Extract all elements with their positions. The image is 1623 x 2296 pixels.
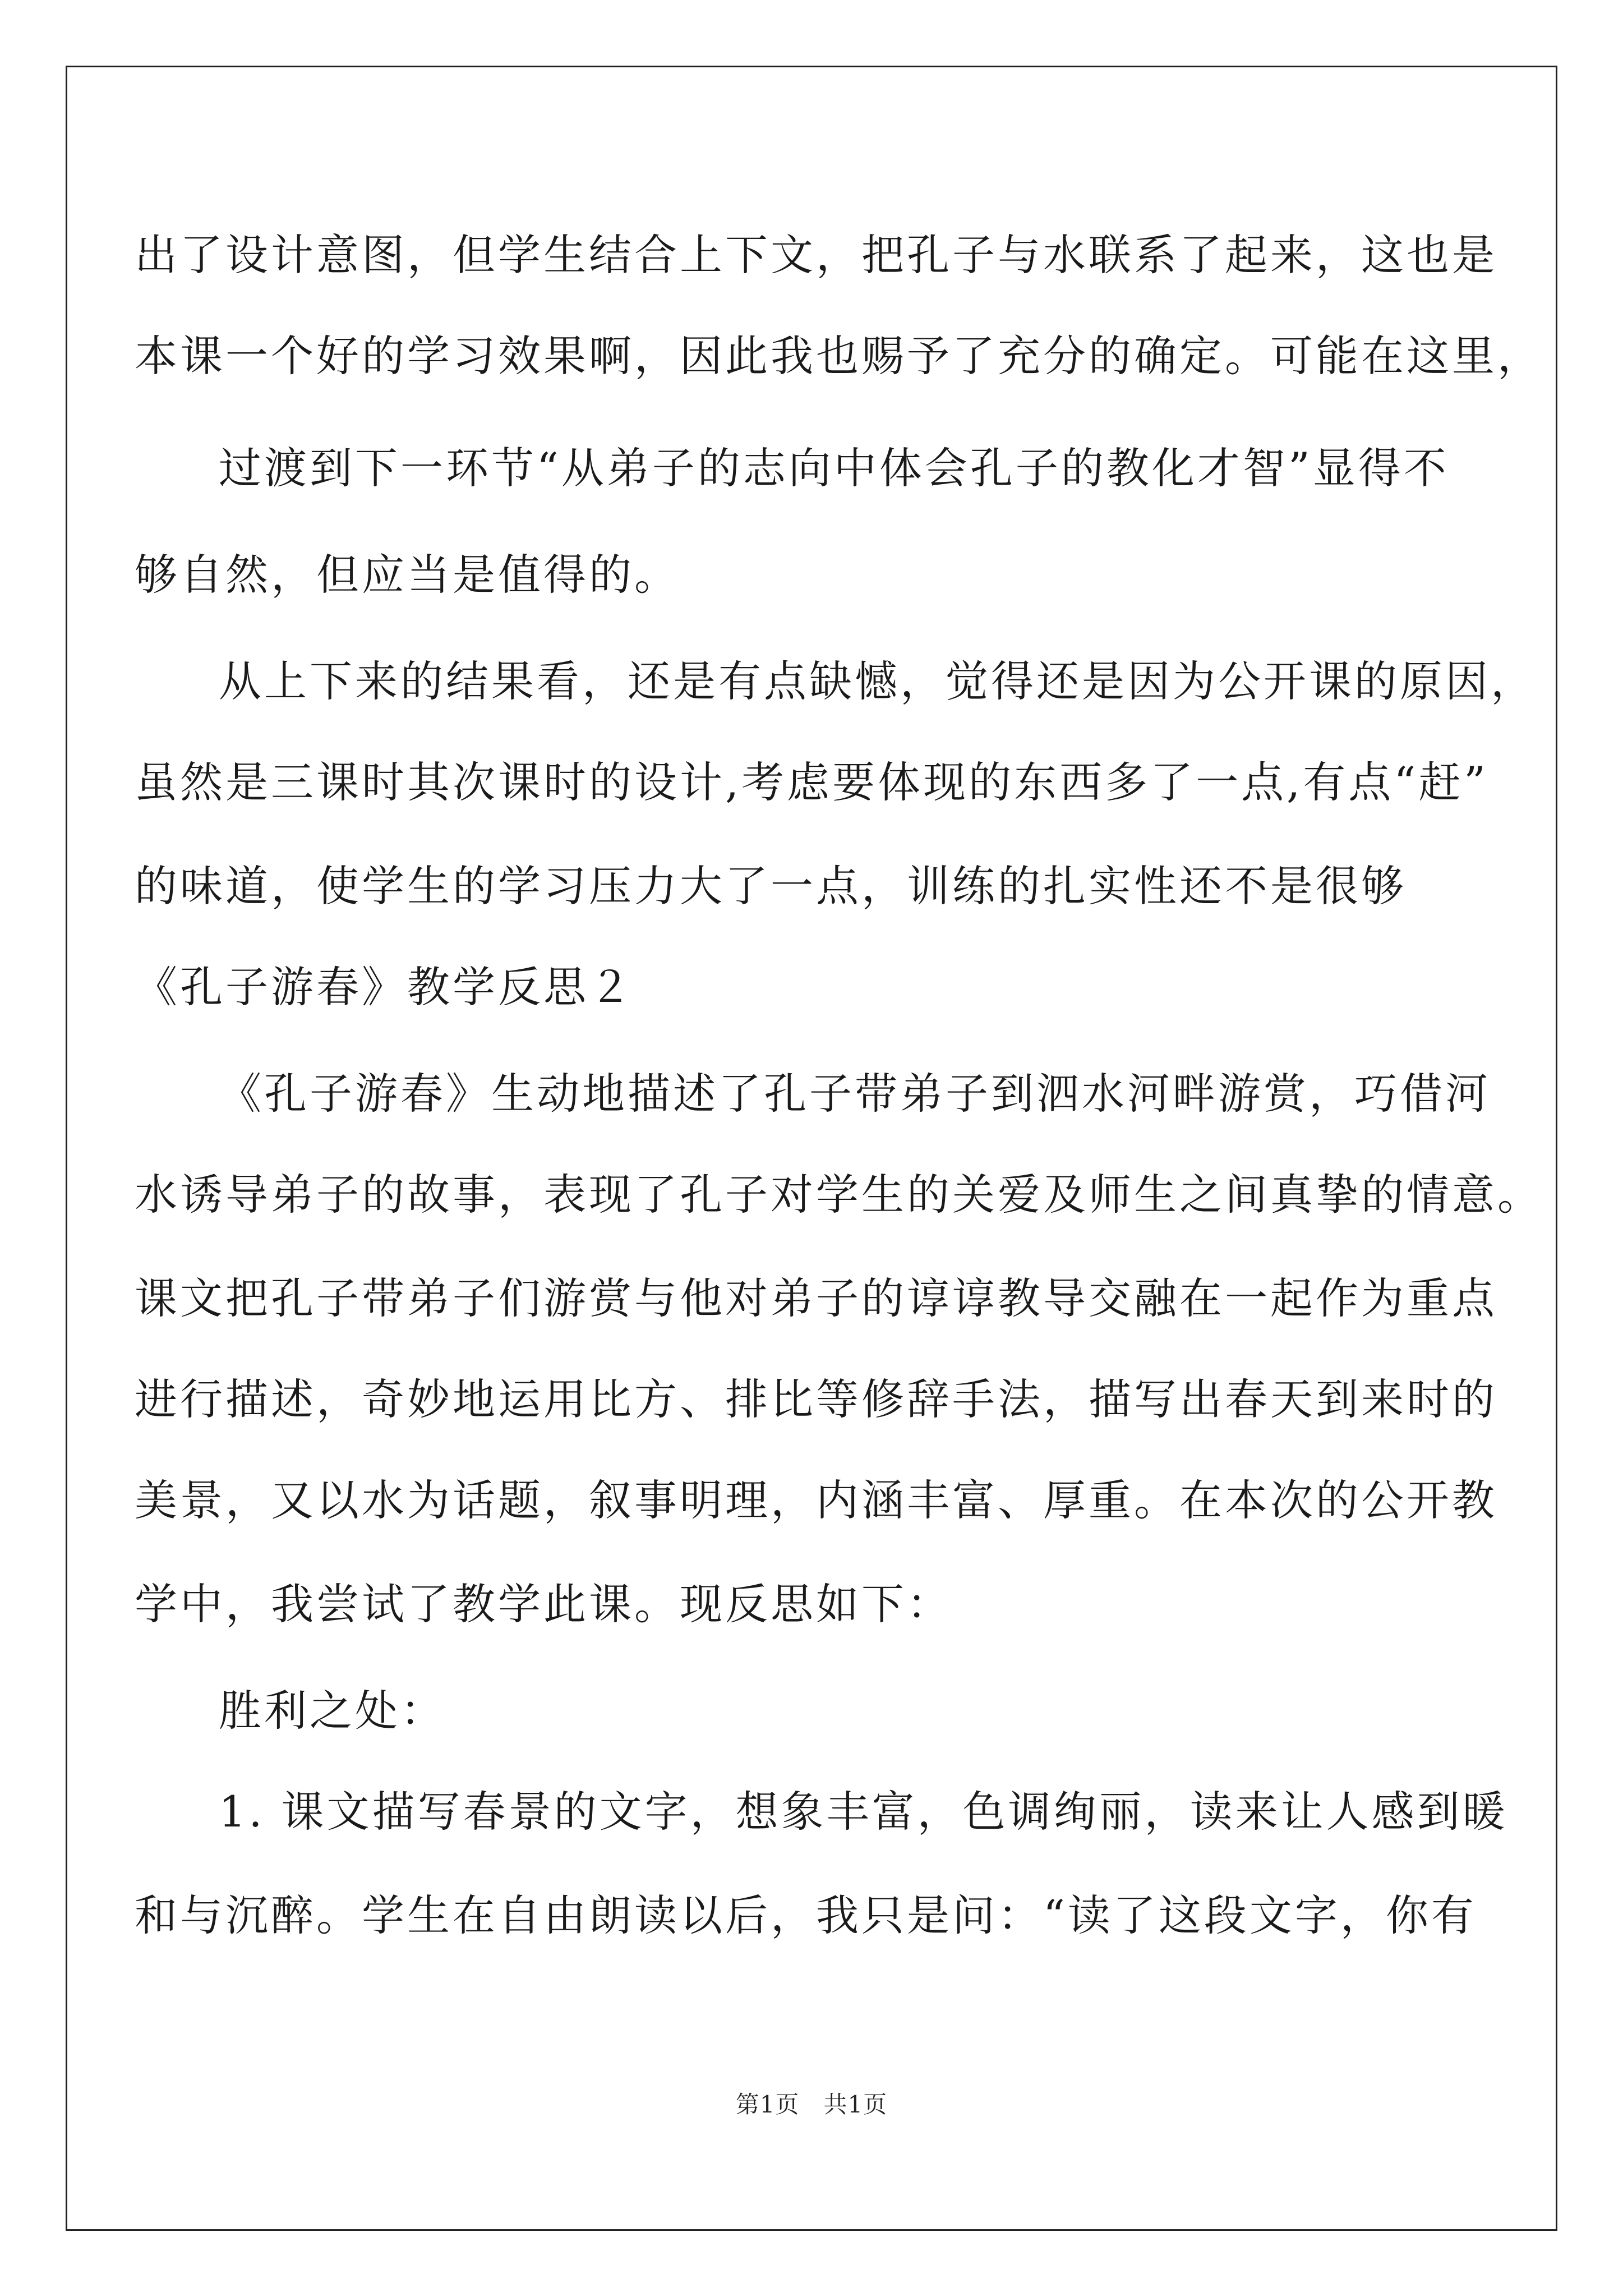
text-line: 过渡到下一环节“从弟子的志向中体会孔子的教化才智”显得不 (219, 443, 1449, 493)
text-line: 课文把孔子带弟子们游赏与他对弟子的谆谆教导交融在一起作为重点 (135, 1273, 1497, 1323)
text-line: 出了设计意图，但学生结合上下文，把孔子与水联系了起来，这也是 (135, 230, 1497, 280)
text-line: 胜利之处： (219, 1686, 446, 1736)
text-line: 的味道，使学生的学习压力大了一点，训练的扎实性还不是很够 (135, 861, 1407, 911)
text-line: 够自然，但应当是值得的。 (135, 550, 680, 600)
page-number-footer: 第1页 共1页 (735, 2091, 888, 2118)
text-line: 进行描述，奇妙地运用比方、排比等修辞手法，描写出春天到来时的 (135, 1374, 1497, 1424)
text-line: 水诱导弟子的故事，表现了孔子对学生的关爱及师生之间真挚的情意。 (135, 1170, 1543, 1220)
text-line: 从上下来的结果看，还是有点缺憾，觉得还是因为公开课的原因， (219, 656, 1536, 706)
text-line: 1. 课文描写春景的文字，想象丰富，色调绚丽，读来让人感到暖 (219, 1787, 1508, 1837)
text-line: 和与沉醉。学生在自由朗读以后，我只是问：“读了这段文字，你有 (135, 1890, 1477, 1940)
text-line: 美景，又以水为话题，叙事明理，内涵丰富、厚重。在本次的公开教 (135, 1475, 1497, 1525)
text-line: 本课一个好的学习效果啊，因此我也赐予了充分的确定。可能在这里， (135, 331, 1543, 381)
section-heading: 《孔子游春》教学反思２ (135, 962, 634, 1012)
text-line: 虽然是三课时其次课时的设计,考虑要体现的东西多了一点,有点“赶” (135, 757, 1489, 807)
text-line: 《孔子游春》生动地描述了孔子带弟子到泗水河畔游赏，巧借河 (219, 1069, 1491, 1119)
text-line: 学中，我尝试了教学此课。现反思如下： (135, 1579, 952, 1629)
